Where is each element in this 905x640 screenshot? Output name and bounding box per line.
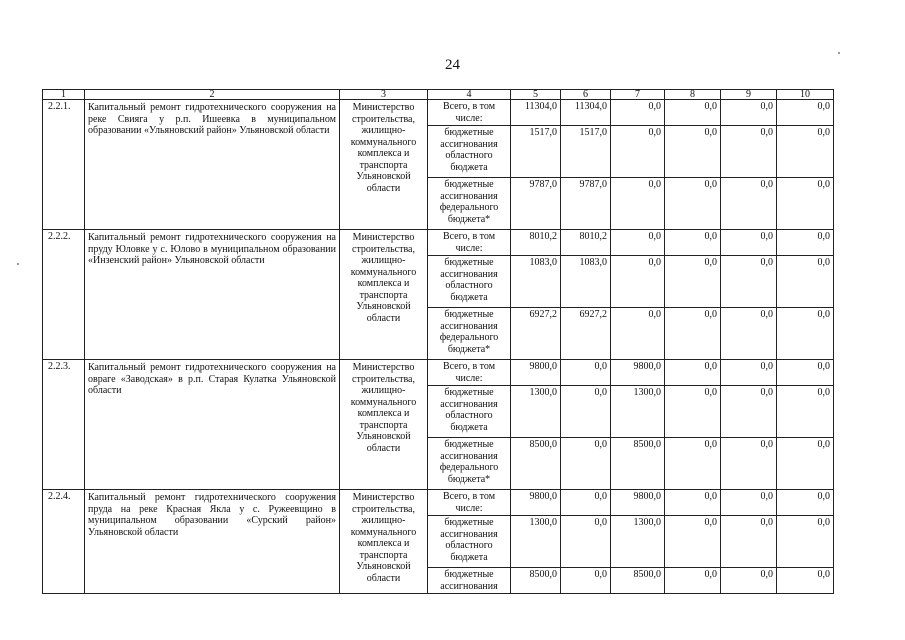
amount-cell: 6927,2 bbox=[511, 308, 561, 360]
amount-cell: 0,0 bbox=[721, 308, 777, 360]
amount-cell: 0,0 bbox=[777, 100, 834, 126]
amount-cell: 0,0 bbox=[777, 516, 834, 568]
amount-cell: 0,0 bbox=[665, 308, 721, 360]
item-name: Капитальный ремонт гидротехнического сооружения на пруду Юловке у с. Юлово в муниципальном образовании «Инзенский район» Ульяновской области bbox=[85, 230, 340, 360]
amount-cell: 0,0 bbox=[721, 568, 777, 594]
item-name: Капитальный ремонт гидротехнического сооружения на овраге «Заводская» в р.п. Старая Кулатка Ульяновской области bbox=[85, 360, 340, 490]
amount-cell: 0,0 bbox=[777, 126, 834, 178]
funding-source: бюджетные ассигнования областного бюджета bbox=[428, 126, 511, 178]
col-header: 1 bbox=[43, 90, 85, 100]
amount-cell: 0,0 bbox=[721, 490, 777, 516]
funding-source: бюджетные ассигнования федерального бюджета* bbox=[428, 178, 511, 230]
amount-cell: 1300,0 bbox=[511, 386, 561, 438]
amount-cell: 8010,2 bbox=[511, 230, 561, 256]
amount-cell: 0,0 bbox=[665, 360, 721, 386]
amount-cell: 0,0 bbox=[777, 568, 834, 594]
amount-cell: 0,0 bbox=[721, 178, 777, 230]
executor: Министерство строительства, жилищно-коммунального комплекса и транспорта Ульяновской области bbox=[340, 490, 428, 594]
amount-cell: 0,0 bbox=[561, 386, 611, 438]
amount-cell: 9800,0 bbox=[511, 490, 561, 516]
funding-source: бюджетные ассигнования федерального бюджета* bbox=[428, 308, 511, 360]
executor: Министерство строительства, жилищно-коммунального комплекса и транспорта Ульяновской области bbox=[340, 230, 428, 360]
amount-cell: 1300,0 bbox=[511, 516, 561, 568]
amount-cell: 1083,0 bbox=[561, 256, 611, 308]
amount-cell: 0,0 bbox=[561, 516, 611, 568]
col-header: 7 bbox=[611, 90, 665, 100]
funding-source: бюджетные ассигнования bbox=[428, 568, 511, 594]
item-name: Капитальный ремонт гидротехнического сооружения на реке Свияга у р.п. Ишеевка в муниципальном образовании «Ульяновский район» Ульяновской области bbox=[85, 100, 340, 230]
amount-cell: 1517,0 bbox=[561, 126, 611, 178]
table-row bbox=[43, 360, 834, 386]
amount-cell: 0,0 bbox=[611, 178, 665, 230]
funding-source: Всего, в том числе: bbox=[428, 230, 511, 256]
amount-cell: 0,0 bbox=[561, 438, 611, 490]
funding-source: бюджетные ассигнования областного бюджета bbox=[428, 516, 511, 568]
amount-cell: 0,0 bbox=[721, 256, 777, 308]
table-row bbox=[43, 490, 834, 516]
executor: Министерство строительства, жилищно-коммунального комплекса и транспорта Ульяновской области bbox=[340, 360, 428, 490]
amount-cell: 0,0 bbox=[665, 386, 721, 438]
item-number: 2.2.1. bbox=[43, 100, 85, 230]
amount-cell: 0,0 bbox=[665, 230, 721, 256]
amount-cell: 8500,0 bbox=[511, 568, 561, 594]
amount-cell: 0,0 bbox=[721, 516, 777, 568]
amount-cell: 0,0 bbox=[561, 360, 611, 386]
amount-cell: 0,0 bbox=[721, 438, 777, 490]
scan-speck bbox=[838, 52, 840, 54]
amount-cell: 0,0 bbox=[721, 386, 777, 438]
col-header: 3 bbox=[340, 90, 428, 100]
amount-cell: 8010,2 bbox=[561, 230, 611, 256]
table-row bbox=[43, 230, 834, 256]
column-number-row bbox=[43, 90, 834, 100]
col-header: 2 bbox=[85, 90, 340, 100]
col-header: 10 bbox=[777, 90, 834, 100]
item-number: 2.2.4. bbox=[43, 490, 85, 594]
amount-cell: 9800,0 bbox=[511, 360, 561, 386]
amount-cell: 0,0 bbox=[777, 360, 834, 386]
amount-cell: 8500,0 bbox=[611, 568, 665, 594]
amount-cell: 0,0 bbox=[665, 516, 721, 568]
amount-cell: 11304,0 bbox=[561, 100, 611, 126]
amount-cell: 0,0 bbox=[777, 438, 834, 490]
amount-cell: 0,0 bbox=[611, 256, 665, 308]
table-row bbox=[43, 100, 834, 126]
amount-cell: 0,0 bbox=[665, 568, 721, 594]
amount-cell: 0,0 bbox=[561, 490, 611, 516]
amount-cell: 0,0 bbox=[777, 178, 834, 230]
amount-cell: 0,0 bbox=[721, 126, 777, 178]
scan-speck bbox=[17, 263, 19, 265]
col-header: 6 bbox=[561, 90, 611, 100]
funding-source: бюджетные ассигнования областного бюджета bbox=[428, 256, 511, 308]
col-header: 4 bbox=[428, 90, 511, 100]
amount-cell: 0,0 bbox=[721, 230, 777, 256]
amount-cell: 0,0 bbox=[665, 438, 721, 490]
amount-cell: 11304,0 bbox=[511, 100, 561, 126]
amount-cell: 0,0 bbox=[665, 490, 721, 516]
col-header: 5 bbox=[511, 90, 561, 100]
funding-source: бюджетные ассигнования областного бюджета bbox=[428, 386, 511, 438]
amount-cell: 1517,0 bbox=[511, 126, 561, 178]
funding-source: Всего, в том числе: bbox=[428, 100, 511, 126]
amount-cell: 8500,0 bbox=[611, 438, 665, 490]
item-name: Капитальный ремонт гидротехнического сооружения пруда на реке Красная Якла у с. Ружеевщино в муниципальном образовании «Сурский район» Ульяновской области bbox=[85, 490, 340, 594]
amount-cell: 9787,0 bbox=[511, 178, 561, 230]
amount-cell: 0,0 bbox=[721, 100, 777, 126]
col-header: 8 bbox=[665, 90, 721, 100]
amount-cell: 0,0 bbox=[665, 256, 721, 308]
amount-cell: 0,0 bbox=[665, 126, 721, 178]
amount-cell: 0,0 bbox=[777, 490, 834, 516]
amount-cell: 0,0 bbox=[665, 100, 721, 126]
item-number: 2.2.2. bbox=[43, 230, 85, 360]
amount-cell: 1300,0 bbox=[611, 386, 665, 438]
col-header: 9 bbox=[721, 90, 777, 100]
amount-cell: 0,0 bbox=[721, 360, 777, 386]
program-table bbox=[42, 89, 834, 594]
amount-cell: 0,0 bbox=[777, 256, 834, 308]
amount-cell: 0,0 bbox=[611, 230, 665, 256]
item-number: 2.2.3. bbox=[43, 360, 85, 490]
amount-cell: 0,0 bbox=[777, 230, 834, 256]
amount-cell: 1083,0 bbox=[511, 256, 561, 308]
amount-cell: 8500,0 bbox=[511, 438, 561, 490]
amount-cell: 0,0 bbox=[561, 568, 611, 594]
amount-cell: 0,0 bbox=[777, 386, 834, 438]
amount-cell: 9787,0 bbox=[561, 178, 611, 230]
amount-cell: 0,0 bbox=[611, 100, 665, 126]
funding-source: бюджетные ассигнования федерального бюджета* bbox=[428, 438, 511, 490]
amount-cell: 9800,0 bbox=[611, 490, 665, 516]
amount-cell: 1300,0 bbox=[611, 516, 665, 568]
amount-cell: 0,0 bbox=[611, 126, 665, 178]
executor: Министерство строительства, жилищно-коммунального комплекса и транспорта Ульяновской области bbox=[340, 100, 428, 230]
amount-cell: 0,0 bbox=[777, 308, 834, 360]
amount-cell: 0,0 bbox=[611, 308, 665, 360]
amount-cell: 6927,2 bbox=[561, 308, 611, 360]
funding-source: Всего, в том числе: bbox=[428, 490, 511, 516]
funding-source: Всего, в том числе: bbox=[428, 360, 511, 386]
amount-cell: 9800,0 bbox=[611, 360, 665, 386]
page-number: 24 bbox=[445, 57, 460, 73]
amount-cell: 0,0 bbox=[665, 178, 721, 230]
